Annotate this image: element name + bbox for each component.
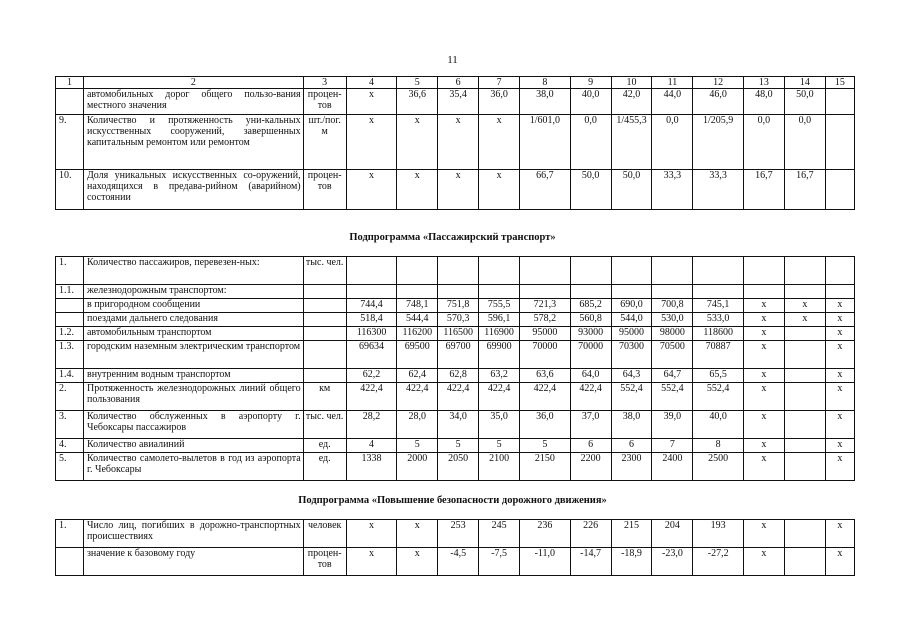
value-cell: 42,0 — [611, 89, 652, 115]
value-cell — [825, 89, 854, 115]
value-cell: 5 — [438, 439, 479, 453]
value-cell: 36,0 — [520, 411, 571, 439]
row-number: 1.2. — [56, 327, 84, 341]
value-cell: 35,4 — [438, 89, 479, 115]
value-cell: 0,0 — [743, 115, 784, 170]
value-cell — [784, 411, 825, 439]
value-cell: 518,4 — [346, 313, 397, 327]
indicator-name: городским наземным электрическим транспортом — [83, 341, 303, 369]
value-cell: 422,4 — [479, 383, 520, 411]
value-cell: x — [743, 341, 784, 369]
row-number: 1. — [56, 257, 84, 285]
value-cell: 7 — [652, 439, 693, 453]
value-cell: 2050 — [438, 453, 479, 481]
value-cell: 1/455,3 — [611, 115, 652, 170]
unit-cell: процен-тов — [303, 170, 346, 210]
row-number: 9. — [56, 115, 84, 170]
unit-cell: процен-тов — [303, 548, 346, 576]
value-cell: x — [397, 170, 438, 210]
value-cell — [479, 285, 520, 299]
value-cell: 37,0 — [570, 411, 611, 439]
value-cell: x — [743, 299, 784, 313]
value-cell: x — [438, 115, 479, 170]
value-cell — [743, 285, 784, 299]
indicator-name: Количество обслуженных в аэропорту г. Чебоксары пассажиров — [83, 411, 303, 439]
value-cell: 2150 — [520, 453, 571, 481]
value-cell: 8 — [693, 439, 744, 453]
value-cell: 44,0 — [652, 89, 693, 115]
value-cell: x — [397, 548, 438, 576]
indicator-name: Количество и протяженность уни-кальных искусственных сооружений, завершенных капитальным ремонтом или ремонтом — [83, 115, 303, 170]
value-cell: 34,0 — [438, 411, 479, 439]
value-cell: 116900 — [479, 327, 520, 341]
value-cell: 98000 — [652, 327, 693, 341]
column-number: 14 — [784, 77, 825, 89]
value-cell: 578,2 — [520, 313, 571, 327]
row-number: 10. — [56, 170, 84, 210]
column-number: 4 — [346, 77, 397, 89]
unit-cell: шт./пог. м — [303, 115, 346, 170]
value-cell: 533,0 — [693, 313, 744, 327]
value-cell: 530,0 — [652, 313, 693, 327]
indicator-name: в пригородном сообщении — [83, 299, 303, 313]
value-cell: 422,4 — [397, 383, 438, 411]
value-cell: 62,2 — [346, 369, 397, 383]
value-cell: 2500 — [693, 453, 744, 481]
value-cell: 69500 — [397, 341, 438, 369]
row-number: 5. — [56, 453, 84, 481]
table-row — [56, 89, 855, 115]
value-cell: -23,0 — [652, 548, 693, 576]
value-cell — [784, 285, 825, 299]
value-cell: 66,7 — [520, 170, 571, 210]
table-row — [56, 170, 855, 210]
indicator-name: поездами дальнего следования — [83, 313, 303, 327]
row-number — [56, 299, 84, 313]
table-row — [56, 383, 855, 411]
table-row — [56, 115, 855, 170]
value-cell: 116300 — [346, 327, 397, 341]
value-cell: 36,0 — [479, 89, 520, 115]
value-cell: 116200 — [397, 327, 438, 341]
value-cell: x — [743, 453, 784, 481]
value-cell: 745,1 — [693, 299, 744, 313]
value-cell: -4,5 — [438, 548, 479, 576]
column-number: 15 — [825, 77, 854, 89]
value-cell: 570,3 — [438, 313, 479, 327]
value-cell: 35,0 — [479, 411, 520, 439]
unit-cell: км — [303, 383, 346, 411]
value-cell: 95000 — [611, 327, 652, 341]
value-cell: x — [825, 299, 854, 313]
value-cell: 48,0 — [743, 89, 784, 115]
value-cell: -18,9 — [611, 548, 652, 576]
indicator-name: автомобильных дорог общего пользо-вания местного значения — [83, 89, 303, 115]
table-row — [56, 369, 855, 383]
indicator-name: Количество пассажиров, перевезен-ных: — [83, 257, 303, 285]
value-cell: 193 — [693, 520, 744, 548]
value-cell: x — [825, 548, 854, 576]
value-cell: 2100 — [479, 453, 520, 481]
value-cell: 63,6 — [520, 369, 571, 383]
value-cell — [693, 257, 744, 285]
value-cell: x — [743, 369, 784, 383]
value-cell: 0,0 — [652, 115, 693, 170]
value-cell: x — [825, 327, 854, 341]
value-cell: 2000 — [397, 453, 438, 481]
row-number: 4. — [56, 439, 84, 453]
value-cell: 64,3 — [611, 369, 652, 383]
indicator-name: автомобильным транспортом — [83, 327, 303, 341]
column-number: 8 — [520, 77, 571, 89]
table-row — [56, 327, 855, 341]
value-cell — [570, 285, 611, 299]
value-cell: x — [825, 411, 854, 439]
value-cell: 93000 — [570, 327, 611, 341]
value-cell — [520, 257, 571, 285]
value-cell: 544,4 — [397, 313, 438, 327]
value-cell: x — [346, 170, 397, 210]
value-cell — [346, 285, 397, 299]
row-number: 2. — [56, 383, 84, 411]
value-cell: 2300 — [611, 453, 652, 481]
value-cell: x — [825, 369, 854, 383]
row-number — [56, 313, 84, 327]
value-cell: 0,0 — [784, 115, 825, 170]
value-cell: 751,8 — [438, 299, 479, 313]
row-number: 1. — [56, 520, 84, 548]
value-cell: -11,0 — [520, 548, 571, 576]
value-cell: 39,0 — [652, 411, 693, 439]
value-cell: 70300 — [611, 341, 652, 369]
value-cell: x — [479, 115, 520, 170]
indicators-table-continued — [55, 76, 855, 210]
value-cell: 560,8 — [570, 313, 611, 327]
value-cell: 721,3 — [520, 299, 571, 313]
value-cell: 4 — [346, 439, 397, 453]
table-row — [56, 299, 855, 313]
value-cell: x — [479, 170, 520, 210]
value-cell: 2400 — [652, 453, 693, 481]
value-cell — [438, 257, 479, 285]
value-cell: 95000 — [520, 327, 571, 341]
value-cell: x — [784, 313, 825, 327]
value-cell: 38,0 — [611, 411, 652, 439]
value-cell: x — [743, 548, 784, 576]
value-cell — [397, 285, 438, 299]
value-cell: 755,5 — [479, 299, 520, 313]
indicator-name: железнодорожным транспортом: — [83, 285, 303, 299]
value-cell — [652, 257, 693, 285]
value-cell: x — [346, 520, 397, 548]
value-cell: 236 — [520, 520, 571, 548]
value-cell: 5 — [479, 439, 520, 453]
column-number: 3 — [303, 77, 346, 89]
value-cell: 28,0 — [397, 411, 438, 439]
value-cell: 1/205,9 — [693, 115, 744, 170]
value-cell: -14,7 — [570, 548, 611, 576]
value-cell: 685,2 — [570, 299, 611, 313]
value-cell: 63,2 — [479, 369, 520, 383]
value-cell: 6 — [611, 439, 652, 453]
value-cell: 64,7 — [652, 369, 693, 383]
table-row — [56, 313, 855, 327]
value-cell: 65,5 — [693, 369, 744, 383]
value-cell: x — [784, 299, 825, 313]
table-row — [56, 341, 855, 369]
unit-cell — [303, 327, 346, 341]
value-cell: x — [346, 115, 397, 170]
value-cell: x — [743, 439, 784, 453]
unit-cell: человек — [303, 520, 346, 548]
row-number: 1.1. — [56, 285, 84, 299]
unit-cell — [303, 341, 346, 369]
value-cell — [784, 369, 825, 383]
value-cell: x — [743, 327, 784, 341]
value-cell — [784, 453, 825, 481]
value-cell: x — [438, 170, 479, 210]
value-cell: 422,4 — [520, 383, 571, 411]
value-cell: 70887 — [693, 341, 744, 369]
road-safety-table — [55, 519, 855, 576]
column-number-header — [56, 77, 855, 89]
value-cell: x — [825, 313, 854, 327]
value-cell: 50,0 — [611, 170, 652, 210]
column-number: 10 — [611, 77, 652, 89]
value-cell: x — [825, 520, 854, 548]
unit-cell: ед. — [303, 453, 346, 481]
value-cell — [825, 285, 854, 299]
value-cell — [784, 520, 825, 548]
column-number: 9 — [570, 77, 611, 89]
value-cell: 6 — [570, 439, 611, 453]
value-cell — [652, 285, 693, 299]
value-cell: 69900 — [479, 341, 520, 369]
value-cell: 544,0 — [611, 313, 652, 327]
column-number: 7 — [479, 77, 520, 89]
value-cell: 38,0 — [520, 89, 571, 115]
table-row — [56, 453, 855, 481]
value-cell — [743, 257, 784, 285]
value-cell: 5 — [397, 439, 438, 453]
value-cell: 28,2 — [346, 411, 397, 439]
indicator-name: Количество самолето-вылетов в год из аэропорта г. Чебоксары — [83, 453, 303, 481]
value-cell: 552,4 — [693, 383, 744, 411]
value-cell: 552,4 — [652, 383, 693, 411]
value-cell: 5 — [520, 439, 571, 453]
unit-cell — [303, 313, 346, 327]
unit-cell — [303, 369, 346, 383]
value-cell — [611, 285, 652, 299]
value-cell — [346, 257, 397, 285]
table-row — [56, 411, 855, 439]
value-cell: x — [825, 383, 854, 411]
indicator-name: Протяженность железнодорожных линий общего пользования — [83, 383, 303, 411]
table-row — [56, 520, 855, 548]
column-number: 2 — [83, 77, 303, 89]
column-number: 5 — [397, 77, 438, 89]
row-number — [56, 548, 84, 576]
value-cell: 16,7 — [784, 170, 825, 210]
value-cell — [570, 257, 611, 285]
value-cell — [693, 285, 744, 299]
value-cell: 700,8 — [652, 299, 693, 313]
unit-cell — [303, 285, 346, 299]
value-cell: x — [743, 411, 784, 439]
value-cell: x — [346, 548, 397, 576]
value-cell: 50,0 — [570, 170, 611, 210]
value-cell: 552,4 — [611, 383, 652, 411]
value-cell — [438, 285, 479, 299]
value-cell — [784, 383, 825, 411]
value-cell: x — [825, 453, 854, 481]
value-cell: 33,3 — [693, 170, 744, 210]
value-cell: x — [743, 313, 784, 327]
column-number: 12 — [693, 77, 744, 89]
value-cell: 62,8 — [438, 369, 479, 383]
column-number: 6 — [438, 77, 479, 89]
value-cell: -27,2 — [693, 548, 744, 576]
value-cell: 69634 — [346, 341, 397, 369]
value-cell: x — [397, 520, 438, 548]
unit-cell: тыс. чел. — [303, 257, 346, 285]
row-number: 1.4. — [56, 369, 84, 383]
value-cell — [784, 548, 825, 576]
value-cell: x — [346, 89, 397, 115]
value-cell: x — [825, 341, 854, 369]
column-number: 13 — [743, 77, 784, 89]
value-cell: 245 — [479, 520, 520, 548]
table-row — [56, 548, 855, 576]
value-cell: 46,0 — [693, 89, 744, 115]
value-cell: 36,6 — [397, 89, 438, 115]
value-cell: 748,1 — [397, 299, 438, 313]
value-cell — [825, 170, 854, 210]
value-cell — [479, 257, 520, 285]
value-cell — [397, 257, 438, 285]
indicator-name: Доля уникальных искусственных со-оружений, находящихся в предава-рийном (аварийном) состоянии — [83, 170, 303, 210]
value-cell: 1338 — [346, 453, 397, 481]
unit-cell: ед. — [303, 439, 346, 453]
value-cell — [784, 439, 825, 453]
value-cell: 64,0 — [570, 369, 611, 383]
table-row — [56, 439, 855, 453]
value-cell: 33,3 — [652, 170, 693, 210]
page-number: 11 — [447, 54, 458, 66]
value-cell: x — [743, 383, 784, 411]
value-cell — [784, 341, 825, 369]
passenger-transport-table — [55, 256, 855, 481]
value-cell: 62,4 — [397, 369, 438, 383]
section-title-passenger-transport: Подпрограмма «Пассажирский транспорт» — [349, 232, 556, 243]
row-number: 1.3. — [56, 341, 84, 369]
value-cell: 1/601,0 — [520, 115, 571, 170]
value-cell: 70500 — [652, 341, 693, 369]
value-cell — [825, 257, 854, 285]
indicator-name: внутренним водным транспортом — [83, 369, 303, 383]
column-number: 1 — [56, 77, 84, 89]
value-cell: 16,7 — [743, 170, 784, 210]
row-number — [56, 89, 84, 115]
value-cell: 253 — [438, 520, 479, 548]
value-cell: 596,1 — [479, 313, 520, 327]
value-cell: 422,4 — [570, 383, 611, 411]
value-cell: x — [825, 439, 854, 453]
indicator-name: Число лиц, погибших в дорожно-транспортных происшествиях — [83, 520, 303, 548]
value-cell: 70000 — [570, 341, 611, 369]
value-cell: 422,4 — [346, 383, 397, 411]
value-cell — [611, 257, 652, 285]
value-cell: 690,0 — [611, 299, 652, 313]
unit-cell: тыс. чел. — [303, 411, 346, 439]
value-cell: 116500 — [438, 327, 479, 341]
value-cell: 204 — [652, 520, 693, 548]
value-cell: 50,0 — [784, 89, 825, 115]
value-cell: 226 — [570, 520, 611, 548]
value-cell: 40,0 — [693, 411, 744, 439]
value-cell: 40,0 — [570, 89, 611, 115]
section-title-road-safety: Подпрограмма «Повышение безопасности дорожного движения» — [298, 495, 607, 506]
value-cell: 0,0 — [570, 115, 611, 170]
table-row — [56, 257, 855, 285]
value-cell: 744,4 — [346, 299, 397, 313]
column-number: 11 — [652, 77, 693, 89]
value-cell — [784, 327, 825, 341]
value-cell — [520, 285, 571, 299]
indicator-name: Количество авиалиний — [83, 439, 303, 453]
value-cell: x — [743, 520, 784, 548]
value-cell — [825, 115, 854, 170]
value-cell: 118600 — [693, 327, 744, 341]
unit-cell — [303, 299, 346, 313]
value-cell: x — [397, 115, 438, 170]
value-cell: 69700 — [438, 341, 479, 369]
value-cell — [784, 257, 825, 285]
value-cell: 2200 — [570, 453, 611, 481]
row-number: 3. — [56, 411, 84, 439]
table-row — [56, 285, 855, 299]
unit-cell: процен-тов — [303, 89, 346, 115]
value-cell: -7,5 — [479, 548, 520, 576]
value-cell: 70000 — [520, 341, 571, 369]
value-cell: 215 — [611, 520, 652, 548]
value-cell: 422,4 — [438, 383, 479, 411]
indicator-name: значение к базовому году — [83, 548, 303, 576]
